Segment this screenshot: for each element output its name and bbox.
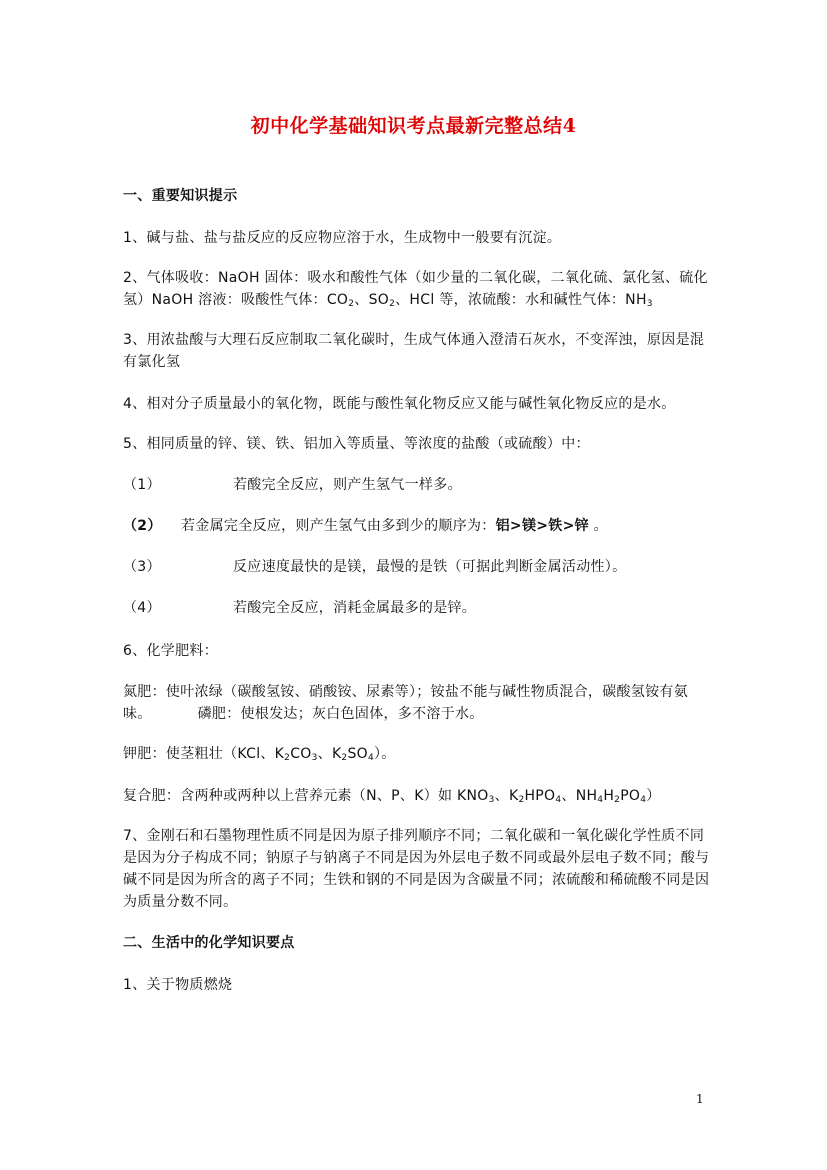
paragraph-7: 7、金刚石和石墨物理性质不同是因为原子排列顺序不同；二氧化碳和一氧化碳化学性质不同是因为分子构成不同；钠原子与钠离子不同是因为外层电子数不同或最外层电子数不同；酸与碱不同是因为所含的离子不同；生铁和钢的不同是因为含碳量不同；浓硫酸和稀硫酸不同是因为质量分数不同。 xyxy=(123,828,710,910)
page-number: 1 xyxy=(696,1092,704,1106)
paragraph-6: 6、化学肥料： xyxy=(123,643,219,659)
paragraph-1: 1、碱与盐、盐与盐反应的反应物应溶于水，生成物中一般要有沉淀。 xyxy=(123,230,562,246)
paragraph-3: 3、用浓盐酸与大理石反应制取二氧化碳时，生成气体通入澄清石灰水，不变浑浊，原因是混有氯化氢 xyxy=(123,332,705,370)
paragraph-8: 1、关于物质燃烧 xyxy=(123,977,233,993)
list-item-3: （3） 反应速度最快的是镁，最慢的是铁（可据此判断金属活动性）。 xyxy=(123,559,627,575)
nitrogen-fertilizer-paragraph: 氮肥：使叶浓绿（碳酸氢铵、硝酸铵、尿素等）；铵盐不能与碱性物质混合，碳酸氢铵有氨味。 磷肥：使根发达；灰白色固体，多不溶于水。 xyxy=(123,684,688,722)
page-title: 初中化学基础知识考点最新完整总结4 xyxy=(250,115,577,137)
compound-fertilizer-paragraph: 复合肥：含两种或两种以上营养元素（N、P、K）如 $KNO_3$、$K_2HPO_4$、$NH_4H_2PO_4$） xyxy=(123,788,661,805)
section-heading-1: 一、重要知识提示 xyxy=(123,188,238,204)
list-item-4: （4） 若酸完全反应，消耗金属最多的是锌。 xyxy=(123,600,477,616)
list-item-1: （1） 若酸完全反应，则产生氢气一样多。 xyxy=(123,477,462,493)
paragraph-2: 2、气体吸收：NaOH 固体：吸水和酸性气体（如少量的二氧化碳，二氧化硫、氯化氢、硫化氢）NaOH 溶液：吸酸性气体：$CO_2$、$SO_2$、HCl 等，浓硫酸：水和碱性气体：$NH_3$ xyxy=(123,270,708,309)
paragraph-4: 4、相对分子质量最小的氧化物，既能与酸性氧化物反应又能与碱性氧化物反应的是水。 xyxy=(123,396,676,412)
potassium-fertilizer-paragraph: 钾肥：使茎粗壮（KCl、$K_2CO_3$、$K_2SO_4$）。 xyxy=(123,746,396,763)
list-item-2: （2） 若金属完全反应，则产生氢气由多到少的顺序为：铝>镁>铁>锌 。 xyxy=(123,518,608,534)
paragraph-5: 5、相同质量的锌、镁、铁、铝加入等质量、等浓度的盐酸（或硫酸）中： xyxy=(123,436,590,452)
section-heading-2: 二、生活中的化学知识要点 xyxy=(123,935,295,951)
